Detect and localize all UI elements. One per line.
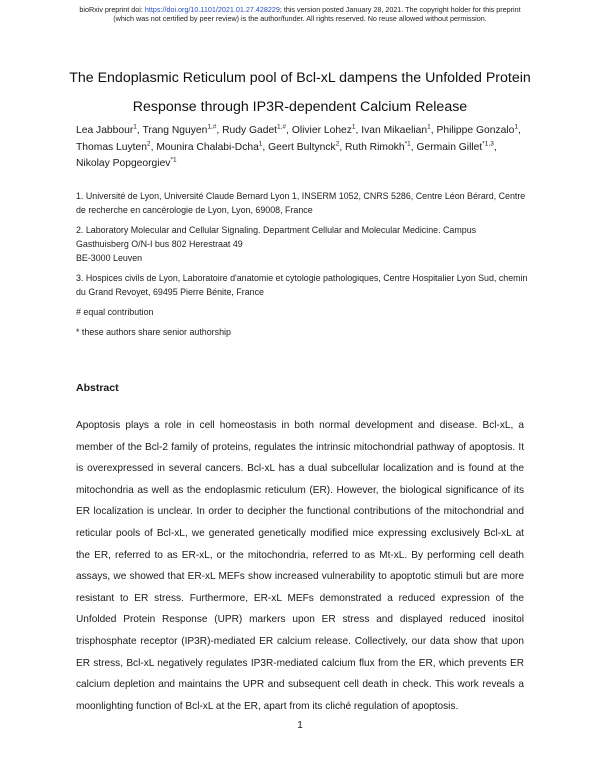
page-number: 1 (297, 720, 303, 731)
preprint-line-2: (which was not certified by peer review) is the author/funder. All rights reserved. No reuse allowed without permission. (113, 14, 487, 23)
title-line-1: The Endoplasmic Reticulum pool of Bcl-xL dampens the Unfolded Protein (69, 70, 531, 86)
preprint-notice (0, 5, 600, 23)
paper-title (40, 64, 560, 122)
affiliation-1: 1. Université de Lyon, Université Claude Bernard Lyon 1, INSERM 1052, CNRS 5286, Centre Léon Bérard, Centre de recherche en cancérologie de Lyon, Lyon, 69008, France (76, 191, 526, 215)
author: Nikolay Popgeorgiev$^{*1}$ (76, 156, 177, 169)
author: Olivier Lohez$^1$, (291, 123, 362, 136)
author: Mounira Chalabi-Dcha$^1$, (156, 140, 269, 153)
author: Lea Jabbour$^1$, (76, 123, 143, 136)
affiliation-3: 3. Hospices civils de Lyon, Laboratoire d'anatomie et cytologie pathologiques, Centre Hospitalier Lyon Sud, chemin du Grand Revoyet, 69495 Pierre Bénite, France (76, 273, 528, 297)
preprint-line-1: bioRxiv preprint doi: https://doi.org/10.1101/2021.01.27.428229; this version posted January 28, 2021. The copyright holder for this preprint (79, 5, 521, 14)
author: Thomas Luyten$^2$, (76, 140, 157, 153)
title-line-2: Response through IP3R-dependent Calcium Release (132, 99, 468, 115)
author: Ivan Mikaelian$^1$, (361, 123, 437, 136)
abstract-heading: Abstract (76, 382, 119, 394)
author: Philippe Gonzalo$^1$, (436, 123, 521, 136)
affiliation-2: 2. Laboratory Molecular and Cellular Signaling. Department Cellular and Molecular Medicine. Campus Gasthuisberg O/N-I bus 802 Herestraat 49 BE-3000 Leuven (76, 225, 477, 263)
senior-authorship-note: * these authors share senior authorship (76, 327, 231, 337)
author: Germain Gillet$^{*1,3}$, (416, 140, 497, 153)
author: Rudy Gadet$^{1,\#}$, (222, 123, 292, 136)
author-list (76, 123, 528, 173)
abstract-body: Apoptosis plays a role in cell homeostasis in both normal development and disease. Bcl-xL, a member of the Bcl-2 family of proteins, regulates the intrinsic mitochondrial pathway of apoptosis. It is overexpressed in several cancers. Bcl-xL has a dual subcellular localization and is found at the mitochondria as well as the endoplasmic reticulum (ER). However, the biological significance of its ER localization is unclear. In order to decipher the functional contributions of the mitochondrial and reticular pools of Bcl-xL, we generated genetically modified mice expressing exclusively Bcl-xL at the ER, referred to as ER-xL, or the mitochondria, referred to as Mt-xL. By performing cell death assays, we showed that ER-xL MEFs show increased vulnerability to apoptotic stimuli but are more resistant to ER stress. Furthermore, ER-xL MEFs demonstrated a reduced expression of the Unfolded Protein Response (UPR) markers upon ER stress and displayed reduced inositol trisphosphate receptor (IP3R)-mediated ER calcium release. Collectively, our data show that upon ER stress, Bcl-xL negatively regulates IP3R-mediated calcium flux from the ER, which prevents ER calcium depletion and maintains the UPR and subsequent cell death in check. This work reveals a moonlighting function of Bcl-xL at the ER, apart from its cliché regulation of apoptosis. (76, 420, 524, 712)
author: Ruth Rimokh$^{*1}$, (345, 140, 417, 153)
author: Trang Nguyen$^{1,\#}$, (142, 123, 223, 136)
author: Geert Bultynck$^2$, (268, 140, 346, 153)
doi-link[interactable]: https://doi.org/10.1101/2021.01.27.428229 (144, 5, 280, 14)
equal-contribution-note: # equal contribution (76, 307, 154, 317)
